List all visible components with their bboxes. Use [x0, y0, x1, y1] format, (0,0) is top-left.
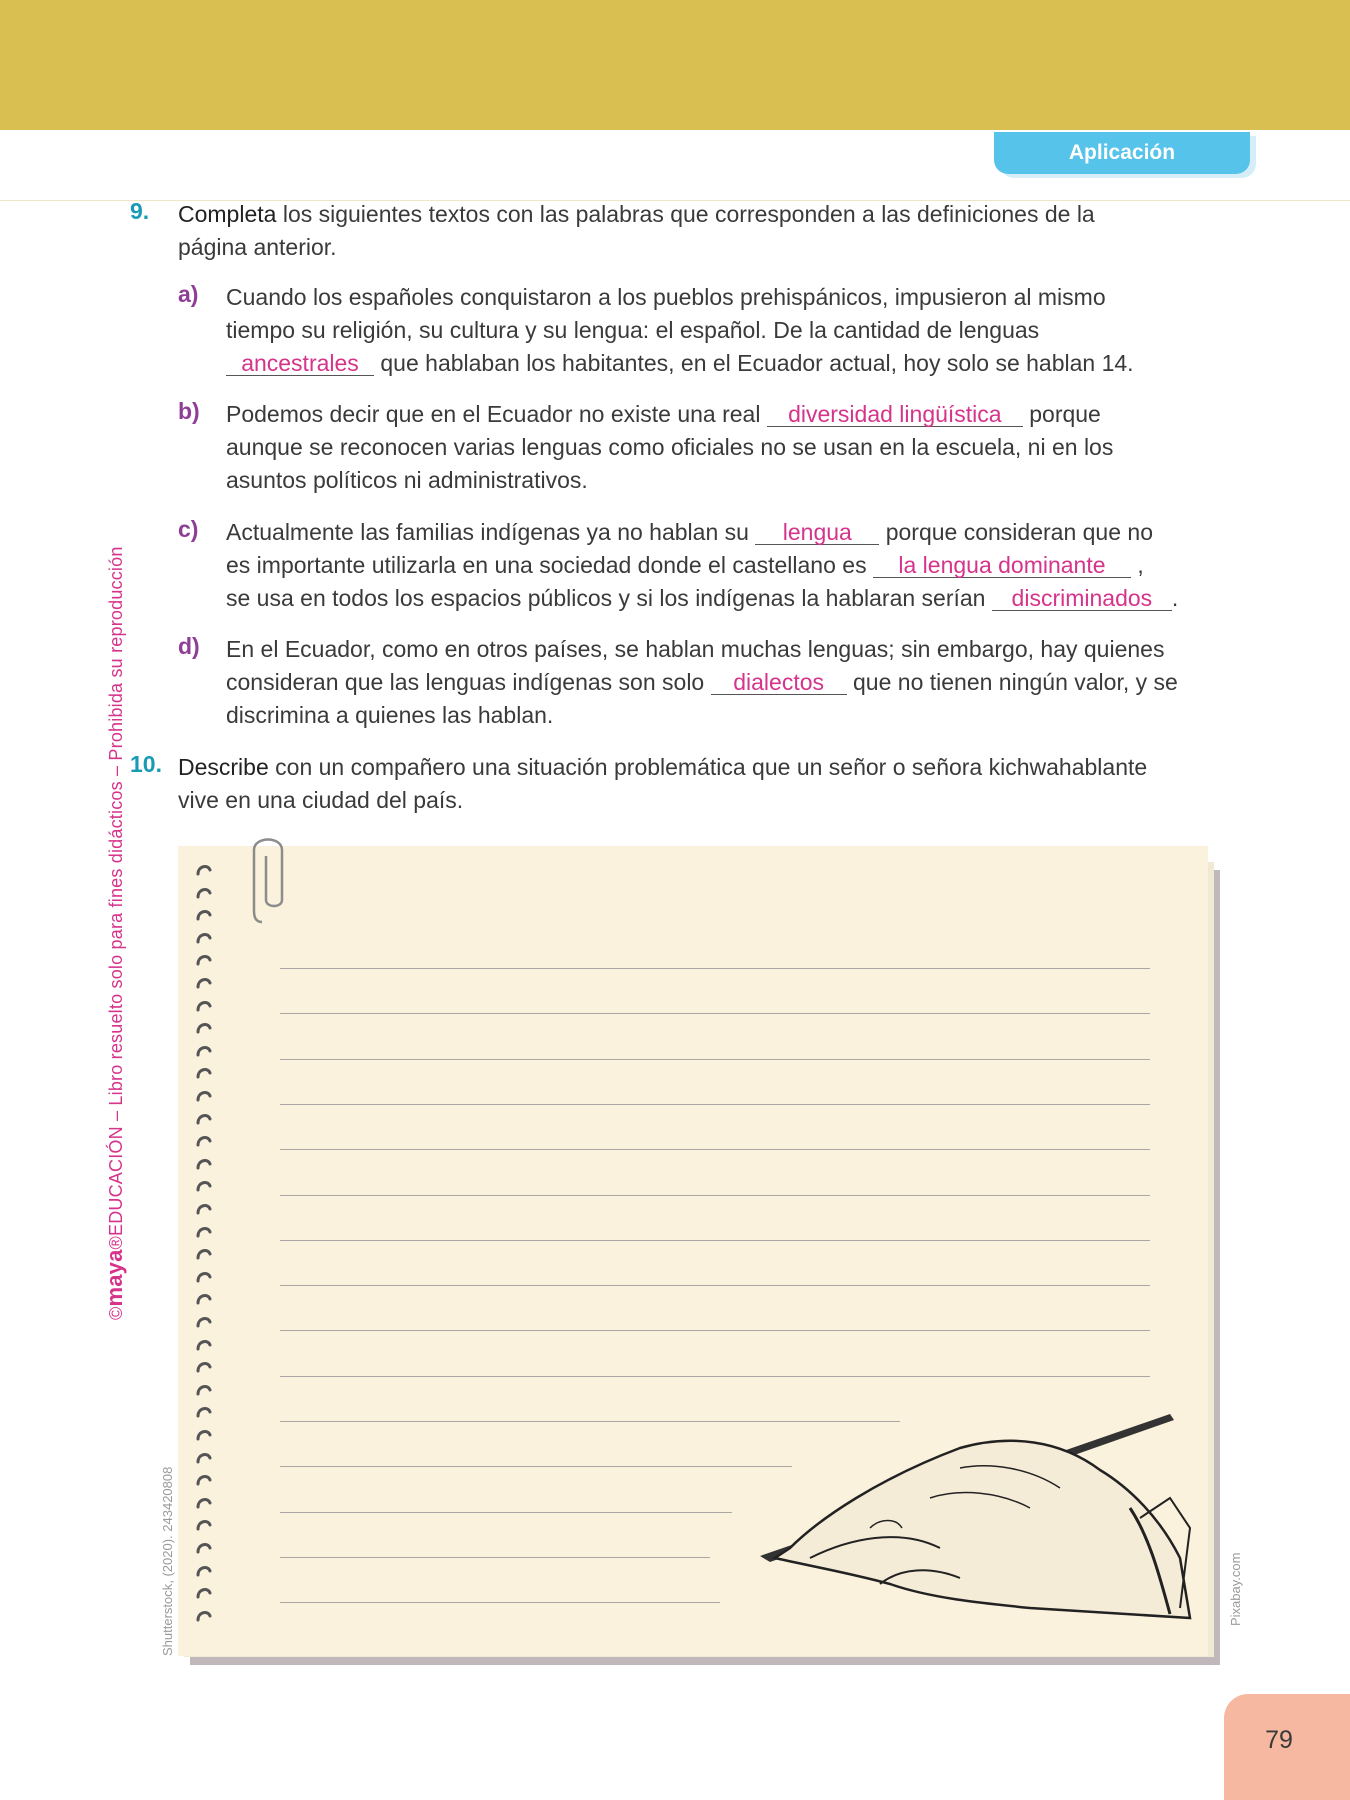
item-d-line2-post: que no tienen ningún valor, y se [846, 669, 1178, 695]
item-a-text [226, 281, 1134, 380]
item-c-line2-post: , [1130, 552, 1144, 578]
spiral-ring-icon [196, 1359, 212, 1375]
spiral-ring-icon [196, 930, 212, 946]
spiral-ring-icon [196, 1382, 212, 1398]
spiral-ring-icon [196, 1133, 212, 1149]
item-d-line3: discrimina a quienes las hablan. [226, 702, 554, 728]
writing-line [280, 1376, 1150, 1377]
writing-line [280, 1195, 1150, 1196]
spiral-ring-icon [196, 1065, 212, 1081]
spiral-ring-icon [196, 1540, 212, 1556]
spiral-ring-icon [196, 1427, 212, 1443]
writing-line [280, 968, 1150, 969]
answer-blank-diversidad[interactable]: diversidad lingüística [767, 402, 1023, 427]
question-10-line1: con un compañero una situación problemática que un señor o señora kichwahablante [268, 754, 1148, 780]
spiral-ring-icon [196, 1563, 212, 1579]
writing-line [280, 1240, 1150, 1241]
item-c-line3-pre: se usa en todos los espacios públicos y si los indígenas la hablaran serían [226, 585, 992, 611]
spiral-ring-icon [196, 1495, 212, 1511]
writing-line [280, 1512, 732, 1513]
spiral-ring-icon [196, 1608, 212, 1624]
item-d-letter: d) [178, 633, 200, 659]
spiral-ring-icon [196, 1517, 212, 1533]
writing-line [280, 1330, 1150, 1331]
writing-line [280, 1557, 710, 1558]
item-b-text [226, 398, 1113, 497]
question-10-number: 10. [130, 751, 162, 777]
answer-blank-lengua[interactable]: lengua [755, 520, 879, 545]
spiral-ring-icon [196, 952, 212, 968]
spiral-ring-icon [196, 1585, 212, 1601]
item-c-line2-pre: es importante utilizarla en una sociedad donde el castellano es [226, 552, 873, 578]
item-b-line2: aunque se reconocen varias lenguas como oficiales no se usan en la escuela, ni en los [226, 434, 1114, 460]
question-9-prompt [178, 198, 1095, 264]
answer-blank-discriminados[interactable]: discriminados [992, 586, 1172, 611]
question-9-number: 9. [130, 198, 150, 224]
page-number-badge [1224, 1694, 1350, 1800]
item-d-line2-pre: consideran que las lenguas indígenas son solo [226, 669, 711, 695]
writing-line [280, 1059, 1150, 1060]
spiral-ring-icon [196, 1224, 212, 1240]
spiral-ring-icon [196, 1337, 212, 1353]
question-10-prompt [178, 751, 1147, 817]
side-credit-text: ®EDUCACIÓN – Libro resuelto solo para fines didácticos – Prohibida su reproducción [106, 546, 126, 1250]
question-10-line2: vive en una ciudad del país. [178, 787, 464, 813]
spiral-ring-icon [196, 975, 212, 991]
answer-blank-ancestrales[interactable]: ancestrales [226, 351, 374, 376]
question-9-line1: los siguientes textos con las palabras que corresponden a las definiciones de la [276, 201, 1095, 227]
spiral-ring-icon [196, 907, 212, 923]
spiral-ring-icon [196, 1472, 212, 1488]
item-c-letter: c) [178, 516, 199, 542]
spiral-ring-icon [196, 1201, 212, 1217]
item-d-line1: En el Ecuador, como en otros países, se hablan muchas lenguas; sin embargo, hay quienes [226, 636, 1165, 662]
photo-credit-shutterstock: Shutterstock, (2020). 243420808 [160, 1466, 175, 1656]
spiral-ring-icon [196, 1450, 212, 1466]
header-band [0, 0, 1350, 130]
spiral-ring-icon [196, 1246, 212, 1262]
spiral-ring-icon [196, 1314, 212, 1330]
item-b-line1-post: porque [1022, 401, 1101, 427]
item-c-line1-post: porque consideran que no [879, 519, 1153, 545]
brand-logo-text: maya [102, 1249, 127, 1307]
spiral-ring-icon [196, 885, 212, 901]
item-a-line1: Cuando los españoles conquistaron a los pueblos prehispánicos, impusieron al mismo [226, 284, 1106, 310]
spiral-ring-icon [196, 1404, 212, 1420]
item-c-line1-pre: Actualmente las familias indígenas ya no hablan su [226, 519, 756, 545]
writing-line [280, 1285, 1150, 1286]
spiral-ring-icon [196, 1269, 212, 1285]
item-a-line2: tiempo su religión, su cultura y su lengua: el español. De la cantidad de lenguas [226, 317, 1040, 343]
writing-line [280, 1602, 720, 1603]
item-d-text [226, 633, 1178, 732]
spiral-ring-icon [196, 1111, 212, 1127]
item-b-line3: asuntos políticos ni administrativos. [226, 467, 588, 493]
item-a-letter: a) [178, 281, 199, 307]
writing-line [280, 1104, 1150, 1105]
item-b-letter: b) [178, 398, 200, 424]
section-tab: Aplicación [994, 132, 1250, 174]
hand-writing-illustration [730, 1408, 1200, 1626]
side-copyright-credit [102, 546, 128, 1320]
photo-credit-pixabay: Pixabay.com [1228, 1552, 1243, 1626]
question-10-verb: Describe [178, 754, 269, 780]
page-number: 79 [1265, 1726, 1293, 1754]
answer-blank-lengua-dominante[interactable]: la lengua dominante [873, 553, 1131, 578]
spiral-ring-icon [196, 1088, 212, 1104]
item-b-line1-pre: Podemos decir que en el Ecuador no existe una real [226, 401, 767, 427]
item-c-text [226, 516, 1178, 615]
spiral-ring-icon [196, 1291, 212, 1307]
writing-line [280, 1013, 1150, 1014]
copyright-symbol: © [106, 1306, 126, 1320]
question-9-verb: Completa [178, 201, 277, 227]
spiral-ring-icon [196, 1043, 212, 1059]
spiral-ring-icon [196, 862, 212, 878]
item-a-line3: que hablaban los habitantes, en el Ecuador actual, hoy solo se hablan 14. [374, 350, 1134, 376]
writing-line [280, 1466, 792, 1467]
spiral-ring-icon [196, 1156, 212, 1172]
writing-line [280, 1149, 1150, 1150]
spiral-ring-icon [196, 1020, 212, 1036]
question-9-line2: página anterior. [178, 234, 337, 260]
spiral-ring-icon [196, 998, 212, 1014]
paperclip-icon [252, 830, 288, 930]
answer-blank-dialectos[interactable]: dialectos [711, 670, 847, 695]
spiral-binding [196, 862, 218, 1632]
item-c-line3-post: . [1171, 585, 1179, 611]
spiral-ring-icon [196, 1178, 212, 1194]
